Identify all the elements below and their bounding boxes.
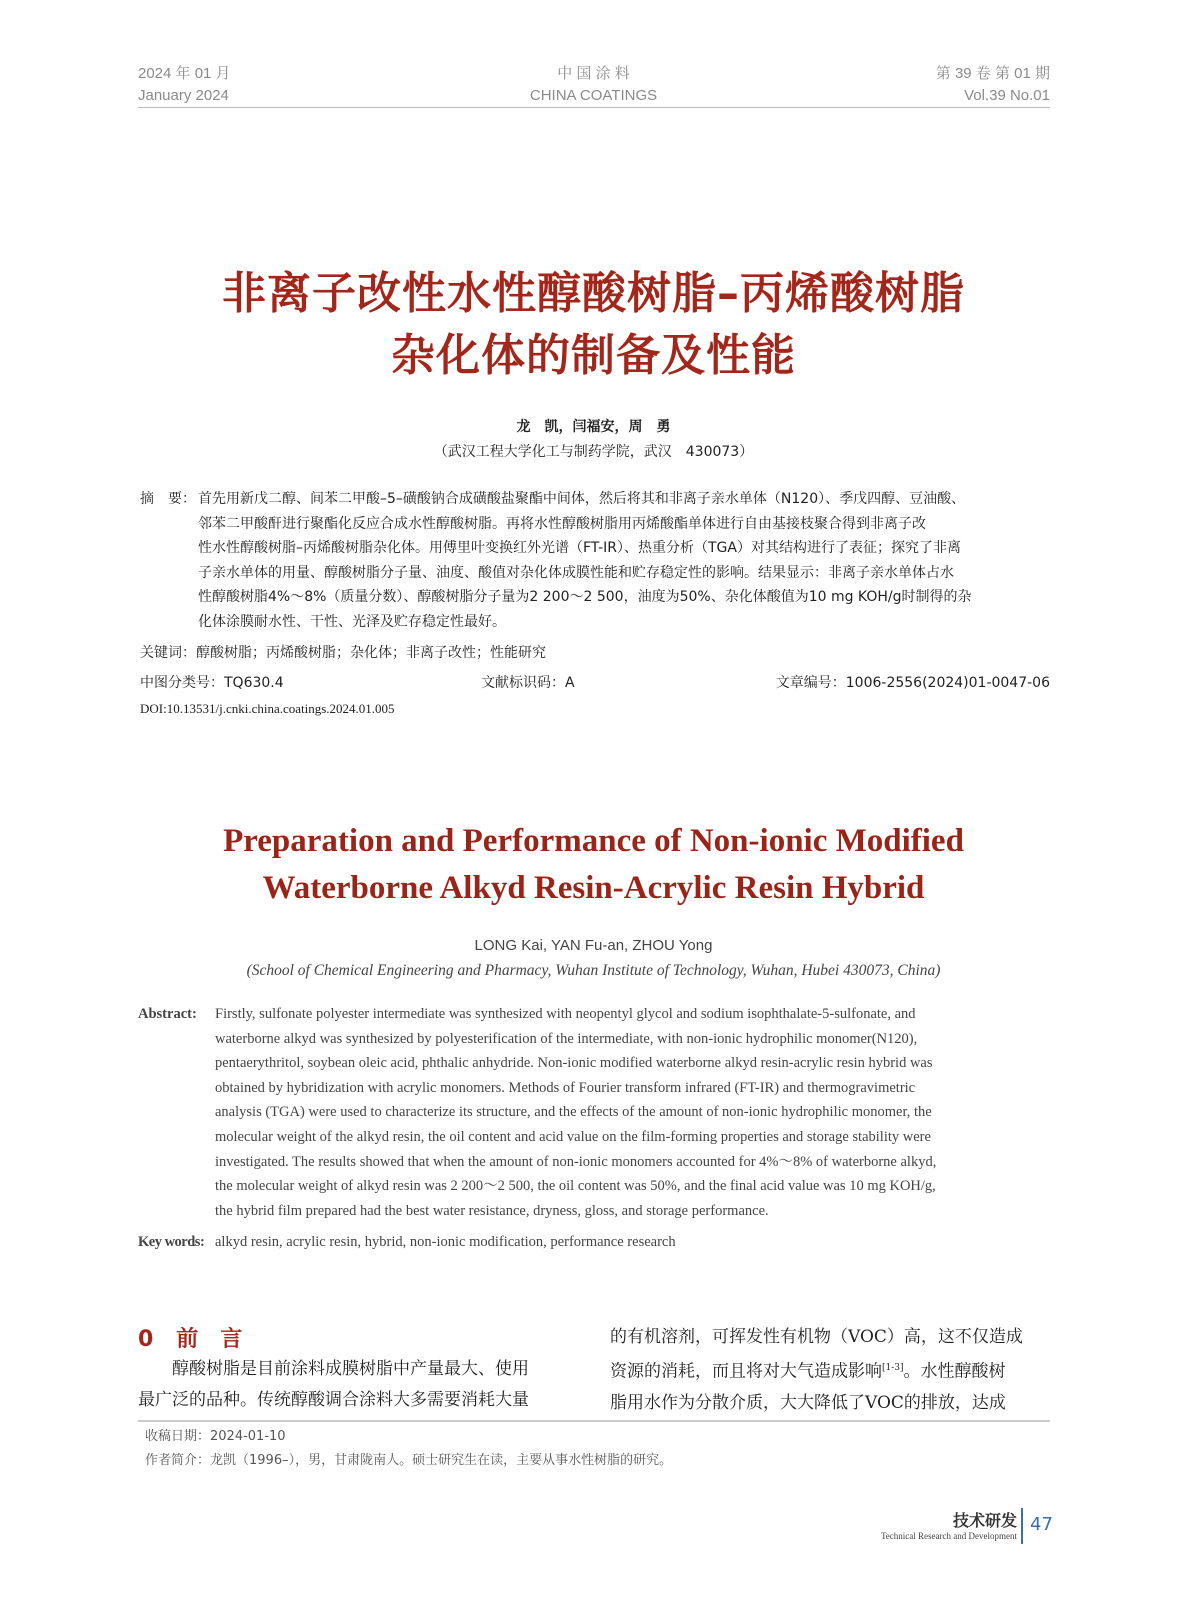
header-date: 2024 年 01 月 January 2024 <box>138 65 231 104</box>
title-en: Preparation and Performance of Non-ionic Modified Waterborne Alkyd Resin-Acrylic Resin Hybrid <box>223 823 964 906</box>
clc-number: 中图分类号：TQ630.4 <box>140 675 284 691</box>
header-issue: 第 39 卷 第 01 期 Vol.39 No.01 <box>935 65 1050 104</box>
body-column-1: 醇酸树脂是目前涂料成膜树脂中产量最大、使用 最广泛的品种。传统醇酸调合涂料大多需要消耗大量 <box>138 1359 529 1410</box>
authors-cn: 龙 凯，闫福安，周 勇 <box>516 419 671 435</box>
authors-en: LONG Kai, YAN Fu-an, ZHOU Yong <box>474 937 713 954</box>
title-cn: 非离子改性水性醇酸树脂–丙烯酸树脂 杂化体的制备及性能 <box>222 268 965 381</box>
affiliation-en: (School of Chemical Engineering and Pharmacy, Wuhan Institute of Technology, Wuhan, Hubei 430073, China) <box>246 962 941 979</box>
abstract-cn-label: 摘 要： <box>140 491 196 507</box>
header-rule <box>138 107 1050 108</box>
doi: DOI:10.13531/j.cnki.china.coatings.2024.01.005 <box>140 701 395 716</box>
footnote-rule <box>138 1420 1050 1422</box>
abstract-en: Firstly, sulfonate polyester intermediate was synthesized with neopentyl glycol and sodium isophthalate-5-sulfonate, and waterborne alkyd was synthesized by polyesterification of the intermediate, with non-ionic hydrophilic monomer(N120), pentaerythritol, soybean oleic acid, phthalic anhydride. Non-ionic modified waterborne alkyd resin-acrylic resin hybrid was obtained by hybridization with acrylic monomers. Methods of Fourier transform infrared (FT-IR) and thermogravimetric analysis (TGA) were used to characterize its structure, and the effects of the amount of non-ionic hydrophilic monomer, the molecular weight of the alkyd resin, the oil content and acid value on the film-forming properties and storage stability were investigated. The results showed that when the amount of non-ionic monomers accounted for 4%～8% of waterborne alkyd, the molecular weight of alkyd resin was 2 200～2 500, the oil content was 50%, and the final acid value was 10 mg KOH/g, the hybrid film prepared had the best water resistance, dryness, gloss, and storage performance. <box>215 1006 937 1219</box>
keywords-cn: 关键词：醇酸树脂；丙烯酸树脂；杂化体；非离子改性；性能研究 <box>140 645 546 661</box>
footer-section: 技术研发 Technical Research and Development <box>880 1511 1017 1541</box>
keywords-en: alkyd resin, acrylic resin, hybrid, non-ionic modification, performance research <box>215 1234 676 1250</box>
header-journal: 中 国 涂 料 CHINA COATINGS <box>529 65 658 104</box>
section-heading: 0 前 言 <box>138 1327 243 1352</box>
affiliation-cn: （武汉工程大学化工与制药学院，武汉 430073） <box>433 444 754 460</box>
citation[interactable]: [1-3] <box>882 1363 904 1373</box>
abstract-en-label: Abstract: <box>138 1006 197 1022</box>
body-column-2: 的有机溶剂，可挥发性有机物（VOC）高，这不仅造成 资源的消耗，而且将对大气造成影响[1-3]。水性醇酸树 脂用水作为分散介质，大大降低了VOC的排放，达成 <box>610 1327 1023 1413</box>
article-number: 文章编号：1006-2556(2024)01-0047-06 <box>775 675 1050 691</box>
keywords-en-label: Key words: <box>138 1234 205 1250</box>
document-code: 文献标识码：A <box>481 675 575 691</box>
footnotes: 收稿日期：2024-01-10 作者简介：龙凯（1996–），男，甘肃陇南人。硕士研究生在读，主要从事水性树脂的研究。 <box>145 1429 673 1468</box>
footer-divider <box>1021 1508 1023 1544</box>
page-number: 47 <box>1030 1514 1053 1535</box>
abstract-cn: 首先用新戊二醇、间苯二甲酸–5–磺酸钠合成磺酸盐聚酯中间体，然后将其和非离子亲水单体（N120）、季戊四醇、豆油酸、 邻苯二甲酸酐进行聚酯化反应合成水性醇酸树脂。再将水性醇酸树脂用丙烯酸酯单体进行自由基接枝聚合得到非离子改 性水性醇酸树脂–丙烯酸树脂杂化体。用傅里叶变换红外光谱（FT-IR）、热重分析（TGA）对其结构进行了表征；探究了非离 子亲水单体的用量、醇酸树脂分子量、油度、酸值对杂化体成膜性能和贮存稳定性的影响。结果显示：非离子亲水单体占水 性醇酸树脂4%～8%（质量分数）、醇酸树脂分子量为2 200～2 500，油度为50%、杂化体酸值为10 mg KOH/g时制得的杂 化体涂膜耐水性、干性、光泽及贮存稳定性最好。 <box>198 491 972 630</box>
